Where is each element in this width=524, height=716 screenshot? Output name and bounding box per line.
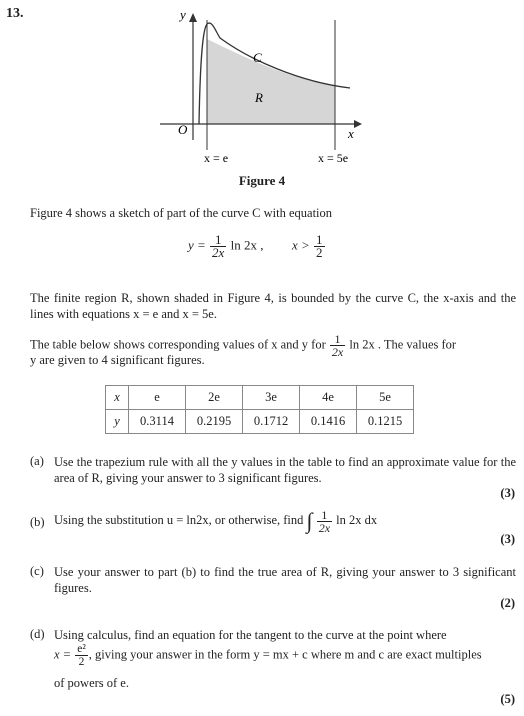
table-cell: 4e: [300, 386, 357, 410]
part-a-label: (a): [30, 454, 44, 468]
part-d-line3: of powers of e.: [54, 676, 129, 690]
table-intro-line1: The table below shows corresponding values of x and y for $\frac{1}{2x}$ ln 2x . The values for: [30, 332, 457, 359]
eq-y: y =: [188, 237, 206, 253]
table-cell: 0.3114: [129, 410, 186, 434]
table-row-y: [106, 410, 414, 434]
part-c-marks: (2): [500, 596, 515, 610]
part-c-label: (c): [30, 564, 44, 578]
integral-sign-icon: ∫: [306, 508, 313, 533]
y-axis-label: y: [180, 7, 186, 22]
cond-x: x >: [291, 237, 310, 253]
table-cell: 2e: [186, 386, 243, 410]
curve-label: C: [253, 50, 262, 65]
part-c-text: Use your answer to part (b) to find the true area of R, giving your answer to 3 significant figures.: [54, 565, 516, 595]
curve-equation: [188, 234, 326, 259]
x-axis-label: x: [348, 126, 354, 141]
integrand-fraction: $\frac{1}{2x}$: [318, 507, 331, 535]
origin-label: O: [178, 122, 188, 137]
region-label: R: [255, 90, 263, 105]
table-cell: 0.1215: [357, 410, 414, 434]
region-paragraph: The finite region R, shown shaded in Figure 4, is bounded by the curve C, the x-axis and the lines with equations x = e and x = 5e.: [30, 291, 516, 321]
part-a-marks: (3): [500, 486, 515, 500]
values-table: [105, 385, 414, 434]
figure-caption: Figure 4: [238, 173, 286, 188]
table-cell: 0.1416: [300, 410, 357, 434]
x-axis-arrow: [354, 120, 362, 128]
part-b-text: Using the substitution u = ln2x, or otherwise, find ∫ $\frac{1}{2x}$ ln 2x dx: [54, 507, 378, 535]
part-b-label: (b): [30, 515, 45, 529]
eq-fraction: $\frac{1}{2x}$: [212, 232, 225, 260]
figure-4-sketch: [0, 0, 524, 175]
line-x-e-label: x = e: [204, 151, 229, 165]
table-cell: 0.1712: [243, 410, 300, 434]
cond-fraction: $\frac{1}{2}$: [316, 232, 323, 260]
table-header-x: x: [106, 386, 129, 410]
y-axis-arrow: [189, 13, 197, 22]
intro-text: Figure 4 shows a sketch of part of the curve C with equation: [30, 206, 333, 220]
part-a-text: Use the trapezium rule with all the y values in the table to find an approximate value for the area of R, giving your answer to 3 significant figures.: [54, 455, 516, 485]
part-d-marks: (5): [500, 692, 515, 706]
part-d-line2: x = $\frac{\text{e²}}{2}$ , giving your answer in the form y = mx + c where m and c are exact multiples: [54, 643, 482, 668]
part-d-label: (d): [30, 627, 45, 641]
table-cell: e: [129, 386, 186, 410]
eq-ln: ln 2x ,: [230, 237, 264, 253]
question-number: 13.: [6, 6, 24, 21]
table-cell: 5e: [357, 386, 414, 410]
table-intro-fraction: $\frac{1}{2x}$: [331, 332, 344, 359]
table-row-x: [106, 386, 414, 410]
part-b-marks: (3): [500, 532, 515, 546]
table-intro-line2: y are given to 4 significant figures.: [30, 353, 205, 367]
x-value-fraction: $\frac{\text{e²}}{2}$: [77, 643, 86, 668]
table-cell: 0.2195: [186, 410, 243, 434]
table-header-y: y: [106, 410, 129, 434]
table-cell: 3e: [243, 386, 300, 410]
line-x-5e-label: x = 5e: [318, 151, 349, 165]
part-d-line1: Using calculus, find an equation for the tangent to the curve at the point where: [54, 628, 447, 642]
